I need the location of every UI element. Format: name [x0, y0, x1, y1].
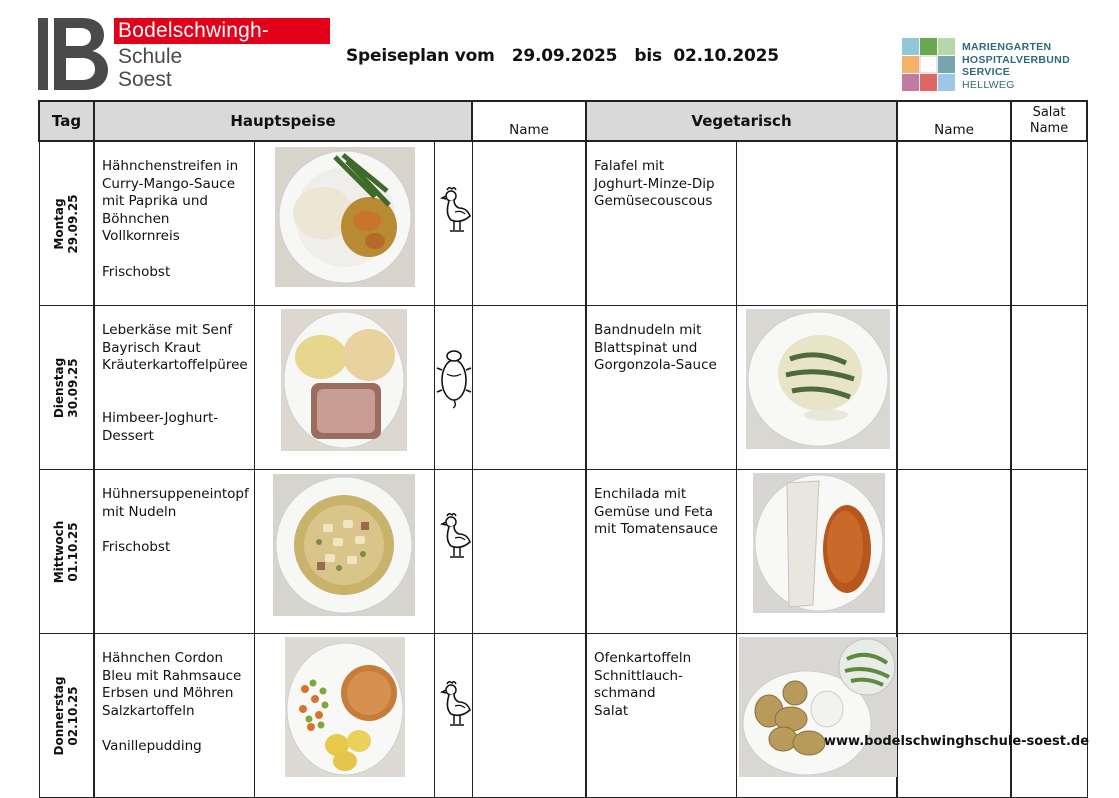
dish-line: Salzkartoffeln — [102, 702, 195, 719]
veg-dish-text — [586, 306, 736, 470]
table-row-day-1 — [39, 306, 1087, 470]
website-link[interactable]: www.bodelschwinghschule-soest.de — [824, 734, 1090, 749]
dish-line — [102, 720, 248, 738]
table-row-day-2 — [39, 470, 1087, 634]
day-date: 30.09.25 — [66, 357, 81, 418]
veg-name-cell — [897, 634, 1011, 798]
veg-dish-photo-cell — [736, 470, 897, 634]
main-dish-photo — [275, 147, 415, 287]
main-dish-animal-cell — [434, 141, 472, 306]
main-dish-photo-cell — [254, 141, 434, 306]
dish-line: Ofenkartoffeln — [594, 650, 692, 666]
dish-line: Hühnersuppeneintopf — [102, 486, 249, 502]
day-name: Montag — [52, 197, 67, 250]
veg-dish-photo — [746, 309, 890, 449]
partner-line4: HELLWEG — [962, 78, 1015, 91]
dish-line — [102, 392, 248, 410]
main-dish-text — [94, 470, 254, 634]
veg-dish-text — [586, 141, 736, 306]
column-salat-line2: Name — [1029, 121, 1069, 136]
school-logo — [38, 18, 298, 92]
main-name-cell — [472, 141, 586, 306]
dish-line: Gorgonzola-Sauce — [594, 357, 717, 374]
day-cell — [39, 141, 94, 306]
column-salat — [1011, 101, 1087, 141]
veg-dish-text — [586, 634, 736, 798]
main-dish-photo-cell — [254, 634, 434, 798]
chicken-icon — [437, 184, 473, 236]
salat-name-cell — [1011, 141, 1087, 306]
partner-line2: HOSPITALVERBUND — [962, 53, 1070, 66]
main-dish-photo — [285, 637, 405, 777]
dish-line: Dessert — [102, 427, 154, 444]
main-dish-photo — [273, 474, 415, 616]
dish-line: Böhnchen — [102, 210, 170, 227]
dish-line: Enchilada mit — [594, 486, 687, 502]
salat-name-cell — [1011, 306, 1087, 470]
dish-line: Himbeer-Joghurt- — [102, 409, 219, 426]
day-name: Dienstag — [52, 357, 67, 418]
main-dish-animal-cell — [434, 470, 472, 634]
column-salat-line1: Salat — [1032, 105, 1066, 120]
day-cell — [39, 634, 94, 798]
veg-name-cell — [897, 141, 1011, 306]
main-name-cell — [472, 470, 586, 634]
veg-dish-photo — [739, 637, 897, 777]
column-tag: Tag — [39, 101, 94, 141]
dish-line: Bleu mit Rahmsauce — [102, 667, 242, 684]
partner-line1: MARIENGARTEN — [962, 41, 1052, 53]
column-vegetarisch: Vegetarisch — [586, 101, 897, 141]
main-name-cell — [472, 306, 586, 470]
column-name-veg: Name — [897, 101, 1011, 141]
veg-name-cell — [897, 306, 1011, 470]
column-hauptspeise: Hauptspeise — [94, 101, 472, 141]
dish-line: mit Paprika und — [102, 193, 208, 210]
dish-line: Hähnchenstreifen in — [102, 158, 239, 174]
dish-line — [102, 375, 248, 393]
main-dish-photo-cell — [254, 306, 434, 470]
table-row-day-0 — [39, 141, 1087, 306]
salat-name-cell — [1011, 634, 1087, 798]
dish-line: Blattspinat und — [594, 339, 698, 356]
main-dish-photo-cell — [254, 470, 434, 634]
dish-line: Bayrisch Kraut — [102, 339, 201, 356]
school-name-line2: Schule — [118, 45, 183, 68]
dish-line: schmand — [594, 685, 656, 702]
dish-line: Leberkäse mit Senf — [102, 322, 233, 338]
school-name-line3: Soest — [118, 68, 172, 91]
dish-line: Vollkornreis — [102, 228, 180, 245]
dish-line: Erbsen und Möhren — [102, 685, 234, 702]
main-dish-animal-cell — [434, 634, 472, 798]
day-date: 01.10.25 — [66, 521, 81, 582]
day-name: Donnerstag — [52, 676, 67, 755]
dish-line: Schnittlauch- — [594, 667, 683, 684]
salat-name-cell — [1011, 470, 1087, 634]
day-name: Mittwoch — [52, 520, 67, 583]
dish-line: Gemüse und Feta — [594, 503, 713, 520]
dish-line: Kräuterkartoffelpüree — [102, 357, 248, 374]
main-name-cell — [472, 634, 586, 798]
table-header-row — [39, 101, 1087, 141]
dish-line: Bandnudeln mit — [594, 322, 702, 338]
partner-name — [962, 41, 1070, 91]
column-name-main: Name — [472, 101, 586, 141]
partner-logo-icon — [902, 38, 956, 92]
school-name-line1: Bodelschwingh- — [118, 19, 270, 42]
table-row-day-3 — [39, 634, 1087, 798]
menu-table — [38, 100, 1088, 798]
main-dish-photo — [281, 309, 407, 451]
main-dish-text — [94, 141, 254, 306]
day-date: 02.10.25 — [66, 685, 81, 746]
school-logo-b-icon — [38, 18, 110, 90]
day-date: 29.09.25 — [66, 193, 81, 254]
dish-line: Frischobst — [102, 263, 171, 280]
veg-dish-photo-cell — [736, 141, 897, 306]
veg-dish-photo — [753, 473, 885, 613]
partner-line3: SERVICE — [962, 66, 1011, 78]
dish-line — [102, 246, 248, 264]
dish-line: Joghurt-Minze-Dip — [594, 175, 715, 192]
dish-line: Gemüsecouscous — [594, 193, 713, 210]
veg-name-cell — [897, 470, 1011, 634]
day-cell — [39, 470, 94, 634]
dish-line: Vanillepudding — [102, 737, 202, 754]
chicken-icon — [437, 678, 473, 730]
dish-line: mit Nudeln — [102, 503, 177, 520]
partner-logo — [902, 38, 1102, 94]
dish-line: Curry-Mango-Sauce — [102, 175, 236, 192]
dish-line: Frischobst — [102, 538, 171, 555]
page-title: Speiseplan vom 29.09.2025 bis 02.10.2025 — [346, 46, 779, 66]
veg-dish-text — [586, 470, 736, 634]
dish-line: Hähnchen Cordon — [102, 650, 224, 666]
main-dish-text — [94, 306, 254, 470]
main-dish-animal-cell — [434, 306, 472, 470]
dish-line: Salat — [594, 702, 629, 719]
pig-icon — [435, 348, 473, 412]
main-dish-text — [94, 634, 254, 798]
dish-line — [102, 521, 248, 539]
day-cell — [39, 306, 94, 470]
dish-line: Falafel mit — [594, 158, 665, 174]
veg-dish-photo-cell — [736, 306, 897, 470]
veg-dish-photo-cell — [736, 634, 897, 798]
chicken-icon — [437, 510, 473, 562]
dish-line: mit Tomatensauce — [594, 521, 718, 538]
